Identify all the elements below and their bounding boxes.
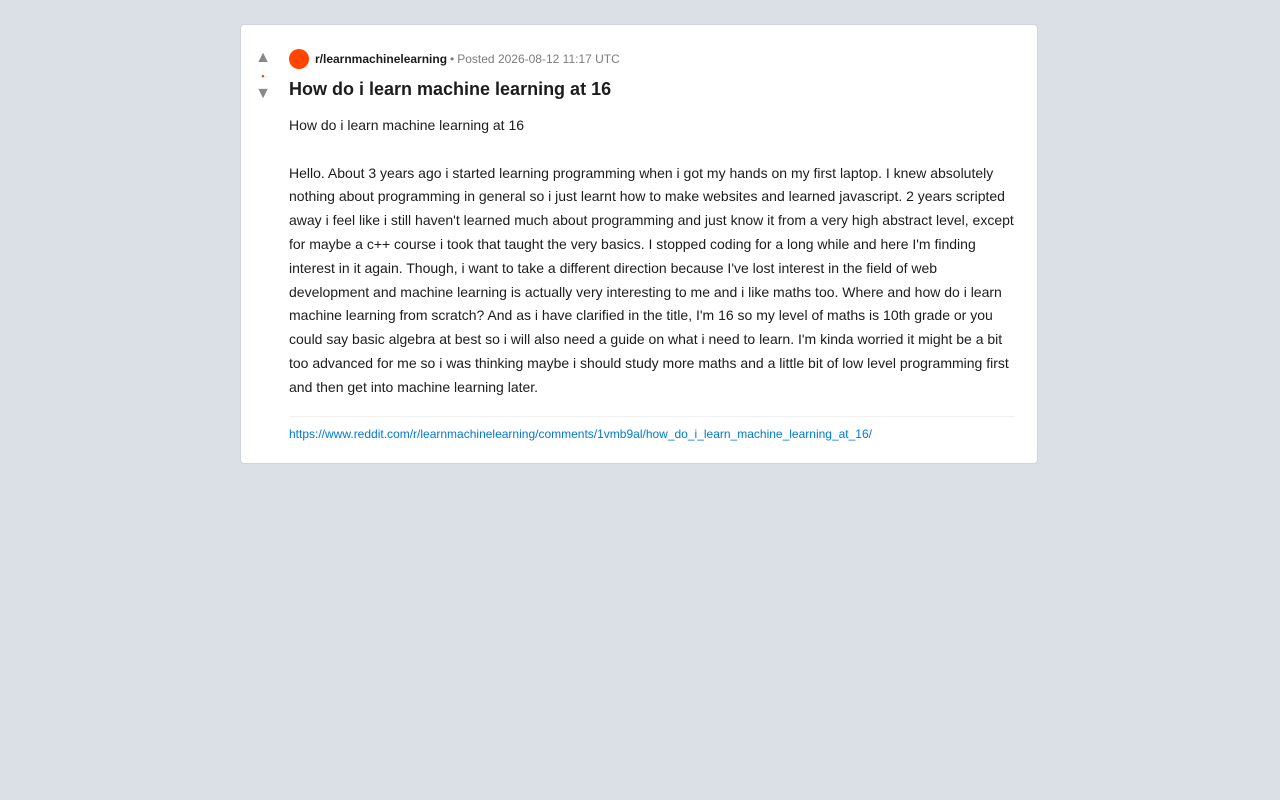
post-card xyxy=(240,24,1038,464)
post-body-paragraph: Hello. About 3 years ago i started learning programming when i got my hands on my first laptop. I knew absolutely nothing about programming in general so i just learnt how to make websites and learned javascript. 2 years scripted away i feel like i still haven't learned much about programming and just know it from a very high abstract level, except for maybe a c++ course i took that taught the very basics. I stopped coding for a long while and here I'm finding interest in it again. Though, i want to take a different direction because I've lost interest in the field of web development and machine learning is actually very interesting to me and i like maths too. Where and how do i learn machine learning from scratch? And as i have clarified in the title, I'm 16 so my level of maths is 10th grade or you could say basic algebra at best so i will also need a guide on what i need to learn. I'm kinda worried it might be a bit too advanced for me so i was thinking maybe i should study more maths and a little bit of low level programming first and then get into machine learning later. xyxy=(289,164,1014,395)
post-body xyxy=(289,114,1015,400)
post-url-link[interactable]: https://www.reddit.com/r/learnmachinelearning/comments/1vmb9al/how_do_i_learn_machine_learning_at_16/ xyxy=(289,426,872,441)
post-title[interactable]: How do i learn machine learning at 16 xyxy=(289,79,612,99)
subreddit-name[interactable]: r/learnmachinelearning xyxy=(315,52,448,66)
subreddit-avatar[interactable] xyxy=(289,49,309,69)
vote-column xyxy=(241,49,285,103)
post-content xyxy=(289,49,1015,442)
posted-timestamp: Posted 2026-08-12 11:17 UTC xyxy=(457,52,620,66)
post-meta xyxy=(289,49,1015,69)
vote-score: • xyxy=(261,71,265,81)
divider xyxy=(289,416,1015,417)
upvote-icon[interactable]: ▲ xyxy=(255,49,271,66)
meta-separator: • xyxy=(450,52,455,66)
post-body-paragraph: How do i learn machine learning at 16 xyxy=(289,117,525,133)
downvote-icon[interactable]: ▼ xyxy=(255,85,271,102)
